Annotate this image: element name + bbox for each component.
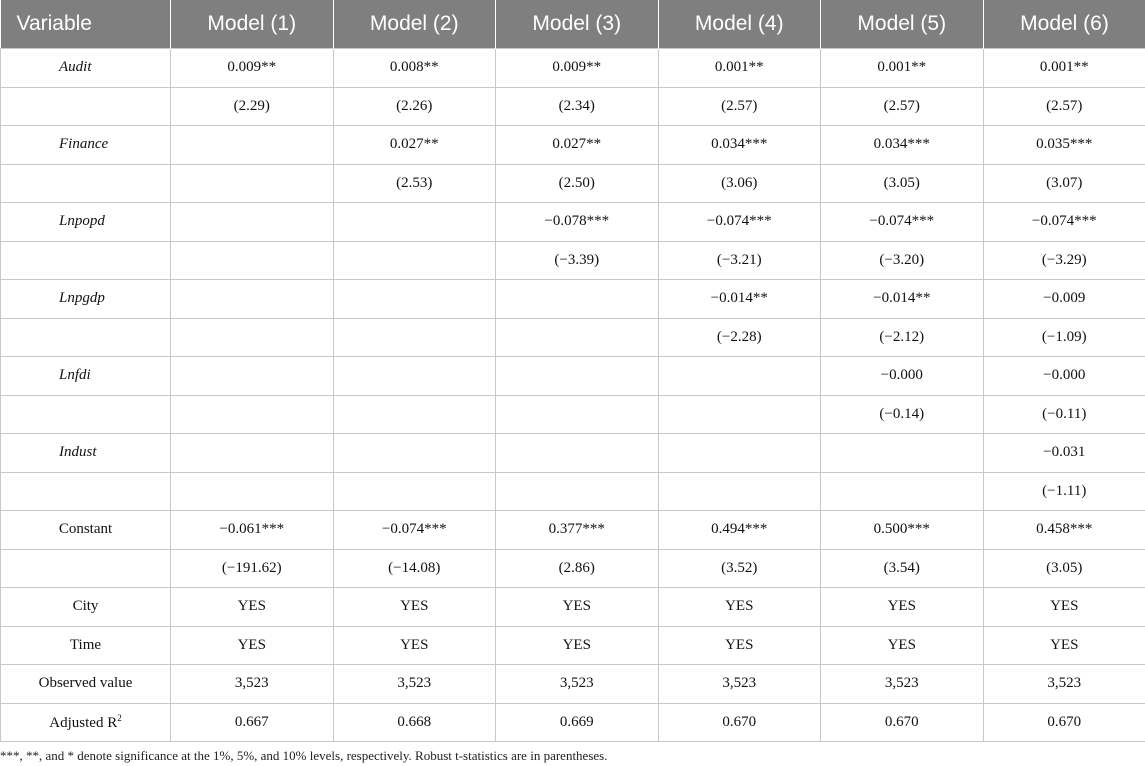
table-cell: 0.008**	[333, 49, 496, 88]
row-label-text: Indust	[59, 444, 97, 461]
table-cell: YES	[171, 626, 334, 665]
table-cell	[333, 357, 496, 396]
table-cell: YES	[496, 626, 659, 665]
table-cell: −0.074***	[821, 203, 984, 242]
row-label-text: Lnpgdp	[59, 290, 105, 307]
table-cell	[171, 357, 334, 396]
row-label	[1, 164, 171, 203]
table-cell	[658, 357, 821, 396]
header-model-1: Model (1)	[171, 0, 334, 49]
row-label-text: Observed value	[38, 675, 133, 692]
table-cell: −0.074***	[983, 203, 1145, 242]
table-cell: −0.074***	[333, 511, 496, 550]
table-cell: (2.50)	[496, 164, 659, 203]
row-label	[1, 395, 171, 434]
table-cell: YES	[821, 588, 984, 627]
table-cell: (3.05)	[983, 549, 1145, 588]
row-label	[1, 203, 171, 242]
table-row	[1, 164, 1145, 203]
table-footnote: ***, **, and * denote significance at the 1%, 5%, and 10% levels, respectively. Robust t-statistics are in parentheses.	[0, 748, 608, 763]
table-cell: YES	[333, 588, 496, 627]
table-cell	[333, 280, 496, 319]
table-row	[1, 395, 1145, 434]
table-body	[1, 49, 1145, 742]
table-cell: YES	[333, 626, 496, 665]
row-label-text: Lnpopd	[59, 213, 105, 230]
table-cell: (−191.62)	[171, 549, 334, 588]
row-label	[1, 665, 171, 704]
table-cell: 0.035***	[983, 126, 1145, 165]
table-cell: YES	[821, 626, 984, 665]
table-cell: −0.000	[983, 357, 1145, 396]
table-cell	[171, 241, 334, 280]
table-cell: 3,523	[496, 665, 659, 704]
header-row	[1, 0, 1145, 49]
table-cell: 0.001**	[983, 49, 1145, 88]
table-cell: 3,523	[333, 665, 496, 704]
table-cell: (2.26)	[333, 87, 496, 126]
table-cell: 0.670	[821, 703, 984, 742]
table-cell: (−0.14)	[821, 395, 984, 434]
table-cell	[496, 395, 659, 434]
table-cell: −0.000	[821, 357, 984, 396]
table-row	[1, 318, 1145, 357]
table-row	[1, 549, 1145, 588]
table-cell	[333, 241, 496, 280]
table-cell: (3.07)	[983, 164, 1145, 203]
table-cell: 0.001**	[821, 49, 984, 88]
table-row	[1, 511, 1145, 550]
table-cell	[658, 434, 821, 473]
table-cell	[658, 395, 821, 434]
table-cell: 3,523	[821, 665, 984, 704]
row-label-text: Constant	[58, 521, 113, 538]
table-cell: 0.669	[496, 703, 659, 742]
table-cell: −0.061***	[171, 511, 334, 550]
row-label-text: Finance	[59, 136, 109, 153]
table-cell: 0.670	[983, 703, 1145, 742]
table-cell	[171, 203, 334, 242]
header-variable: Variable	[1, 0, 171, 49]
header-model-6: Model (6)	[983, 0, 1145, 49]
table-cell: 0.670	[658, 703, 821, 742]
table-cell: (3.52)	[658, 549, 821, 588]
table-cell: YES	[658, 626, 821, 665]
table-cell: 3,523	[658, 665, 821, 704]
header-model-2: Model (2)	[333, 0, 496, 49]
table-cell	[333, 395, 496, 434]
table-cell: 0.009**	[171, 49, 334, 88]
row-label	[1, 588, 171, 627]
table-cell	[333, 472, 496, 511]
table-row	[1, 472, 1145, 511]
table-cell: 0.034***	[821, 126, 984, 165]
table-cell	[171, 164, 334, 203]
table-cell: 0.027**	[496, 126, 659, 165]
header-model-5: Model (5)	[821, 0, 984, 49]
table-cell: (3.54)	[821, 549, 984, 588]
table-cell	[333, 318, 496, 357]
table-cell	[821, 472, 984, 511]
table-cell: 0.034***	[658, 126, 821, 165]
table-cell: −0.009	[983, 280, 1145, 319]
row-label	[1, 357, 171, 396]
table-cell: −0.074***	[658, 203, 821, 242]
table-cell	[171, 395, 334, 434]
header-model-3: Model (3)	[496, 0, 659, 49]
table-header	[1, 0, 1145, 49]
table-cell: (−14.08)	[333, 549, 496, 588]
table-cell: (−3.21)	[658, 241, 821, 280]
row-label	[1, 626, 171, 665]
table-cell: −0.014**	[821, 280, 984, 319]
table-cell: (−3.39)	[496, 241, 659, 280]
table-cell: 0.500***	[821, 511, 984, 550]
table-row	[1, 126, 1145, 165]
table-row	[1, 588, 1145, 627]
table-cell: −0.031	[983, 434, 1145, 473]
table-cell: (−3.29)	[983, 241, 1145, 280]
table-cell: (2.29)	[171, 87, 334, 126]
row-label-text: Adjusted R	[49, 714, 118, 731]
table-cell	[658, 472, 821, 511]
table-cell: (3.05)	[821, 164, 984, 203]
table-cell: YES	[983, 626, 1145, 665]
table-cell: 0.668	[333, 703, 496, 742]
header-model-4: Model (4)	[658, 0, 821, 49]
table-cell: YES	[171, 588, 334, 627]
table-row	[1, 49, 1145, 88]
table-cell: (−1.11)	[983, 472, 1145, 511]
table-cell: (−1.09)	[983, 318, 1145, 357]
table-cell: 3,523	[983, 665, 1145, 704]
row-label-superscript: 2	[117, 712, 122, 723]
table-cell	[496, 472, 659, 511]
table-cell: YES	[496, 588, 659, 627]
row-label	[1, 49, 171, 88]
table-cell: (−3.20)	[821, 241, 984, 280]
table-row	[1, 434, 1145, 473]
table-cell	[171, 472, 334, 511]
table-cell	[171, 280, 334, 319]
table-row	[1, 357, 1145, 396]
table-row	[1, 626, 1145, 665]
table-row	[1, 703, 1145, 742]
table-cell	[821, 434, 984, 473]
table-cell	[496, 280, 659, 319]
table-cell	[496, 434, 659, 473]
row-label-text: City	[72, 598, 99, 615]
row-label	[1, 472, 171, 511]
row-label	[1, 280, 171, 319]
table-cell	[496, 318, 659, 357]
table-cell: 0.667	[171, 703, 334, 742]
table-cell: (2.57)	[658, 87, 821, 126]
table-cell: (−2.12)	[821, 318, 984, 357]
table-cell: (3.06)	[658, 164, 821, 203]
table-cell: 0.027**	[333, 126, 496, 165]
table-cell	[333, 203, 496, 242]
table-cell: 0.377***	[496, 511, 659, 550]
table-cell: YES	[658, 588, 821, 627]
table-cell: (−2.28)	[658, 318, 821, 357]
table-cell: (2.53)	[333, 164, 496, 203]
table-cell: YES	[983, 588, 1145, 627]
table-cell: −0.078***	[496, 203, 659, 242]
table-row	[1, 241, 1145, 280]
table-cell: 0.009**	[496, 49, 659, 88]
table-cell: 3,523	[171, 665, 334, 704]
table-cell: −0.014**	[658, 280, 821, 319]
row-label	[1, 126, 171, 165]
table-row	[1, 280, 1145, 319]
row-label	[1, 318, 171, 357]
row-label-text: Lnfdi	[59, 367, 91, 384]
row-label-text: Time	[69, 636, 102, 653]
row-label-text: Audit	[59, 59, 92, 76]
row-label	[1, 511, 171, 550]
row-label	[1, 703, 171, 742]
table-cell	[333, 434, 496, 473]
table-row	[1, 665, 1145, 704]
table-cell: (2.57)	[821, 87, 984, 126]
row-label	[1, 87, 171, 126]
table-cell	[171, 126, 334, 165]
table-cell	[496, 357, 659, 396]
table-cell: (2.57)	[983, 87, 1145, 126]
table-row	[1, 203, 1145, 242]
row-label	[1, 241, 171, 280]
table-row	[1, 87, 1145, 126]
table-cell	[171, 318, 334, 357]
row-label	[1, 549, 171, 588]
table-cell	[171, 434, 334, 473]
row-label	[1, 434, 171, 473]
table-cell: (−0.11)	[983, 395, 1145, 434]
table-cell: 0.458***	[983, 511, 1145, 550]
table-cell: (2.86)	[496, 549, 659, 588]
table-cell: (2.34)	[496, 87, 659, 126]
table-cell: 0.001**	[658, 49, 821, 88]
table-cell: 0.494***	[658, 511, 821, 550]
